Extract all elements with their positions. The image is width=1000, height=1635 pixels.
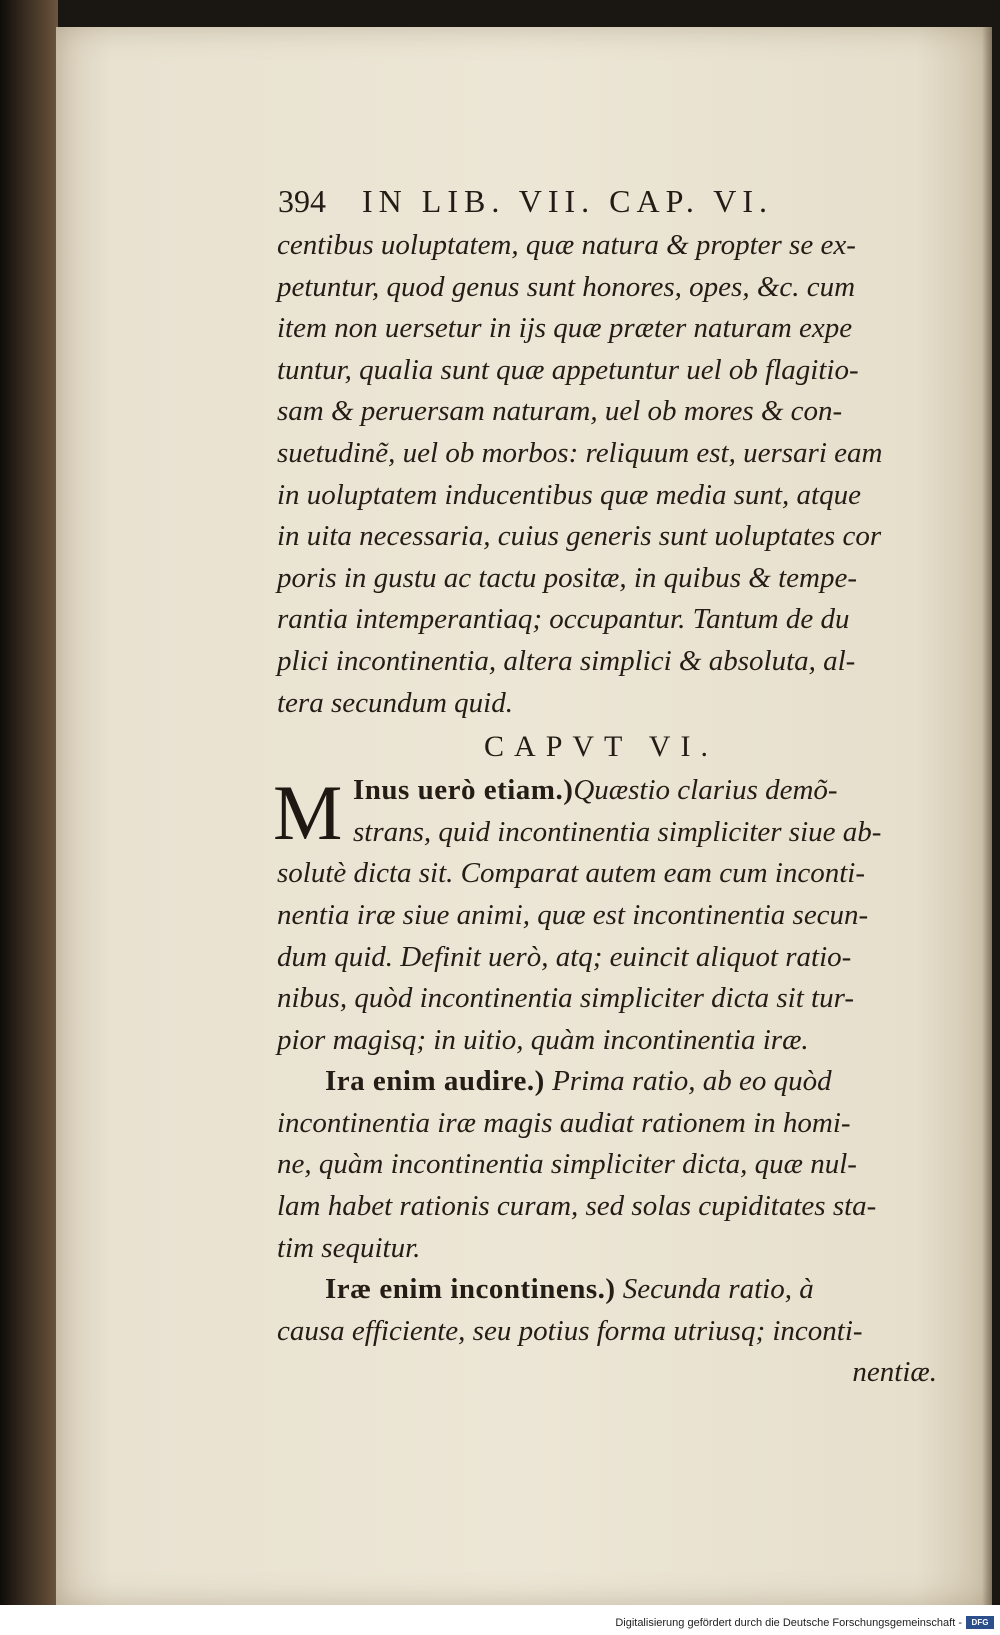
text-line: causa efficiente, seu potius forma utriusq; inconti-	[277, 1314, 863, 1347]
text-line	[353, 770, 945, 812]
text-line: petuntur, quod genus sunt honores, opes, &c. cum	[277, 270, 856, 303]
catchword: nentiæ.	[852, 1356, 937, 1389]
lemma: Iræ enim incontinens.)	[325, 1273, 616, 1306]
text-line	[277, 1269, 945, 1311]
text-line: poris in gustu ac tactu positæ, in quibus & tempe-	[277, 561, 857, 594]
text-line: centibus uoluptatem, quæ natura & propter se ex-	[277, 229, 856, 261]
footer-credit: Digitalisierung gefördert durch die Deutsche Forschungsgemeinschaft -	[615, 1617, 962, 1629]
text-line: lam habet rationis curam, sed solas cupiditates sta-	[277, 1190, 877, 1223]
running-header	[278, 183, 898, 220]
body-text	[273, 225, 945, 1394]
text-line: tim sequitur.	[277, 1231, 421, 1264]
commentary: Prima ratio, ab eo quòd	[552, 1065, 832, 1098]
lemma: Ira enim audire.)	[325, 1065, 545, 1098]
text-line: nibus, quòd incontinentia simpliciter dicta sit tur-	[277, 982, 854, 1015]
text-line: ne, quàm incontinentia simpliciter dicta, quæ nul-	[277, 1148, 857, 1181]
text-line: sam & peruersam naturam, uel ob mores & con-	[277, 395, 843, 428]
text-line: incontinentia iræ magis audiat rationem in homi-	[277, 1106, 851, 1139]
page-edge-shadow	[982, 27, 992, 1605]
text-line: solutè dicta sit. Comparat autem eam cum inconti-	[277, 857, 865, 890]
book-spine	[0, 0, 58, 1610]
text-line: rantia intemperantiaq; occupantur. Tantum de du	[277, 603, 850, 636]
commentary: Secunda ratio, à	[622, 1273, 814, 1306]
commentary: Quæstio clarius demõ-	[573, 774, 838, 807]
text-line: plici incontinentia, altera simplici & absoluta, al-	[277, 644, 856, 677]
text-line	[277, 1061, 945, 1103]
page-number: 394	[278, 183, 326, 219]
chapter-heading: CAPVT VI.	[484, 730, 718, 764]
text-line: tuntur, qualia sunt quæ appetuntur uel ob flagitio-	[277, 353, 859, 386]
section-caput-opening	[273, 769, 945, 857]
text-line: in uita necessaria, cuius generis sunt uoluptates cor	[277, 520, 882, 553]
text-line: tera secundum quid.	[277, 686, 513, 719]
text-line: strans, quid incontinentia simpliciter siue ab-	[353, 815, 882, 848]
lemma: Inus uerò etiam.)	[353, 774, 574, 807]
footer-bar	[0, 1605, 1000, 1635]
dfg-logo: DFG	[966, 1616, 994, 1629]
text-line: dum quid. Definit uerò, atq; euincit aliquot ratio-	[277, 940, 852, 973]
running-title: IN LIB. VII. CAP. VI.	[362, 183, 774, 219]
drop-capital: M	[273, 769, 343, 857]
text-line: item non uersetur in ijs quæ præter naturam expe	[277, 312, 853, 345]
text-line: nentia iræ siue animi, quæ est incontinentia secun-	[277, 898, 869, 931]
text-line: in uoluptatem inducentibus quæ media sunt, atque	[277, 478, 861, 511]
text-line: pior magisq; in uitio, quàm incontinentia iræ.	[277, 1023, 809, 1056]
text-line: suetudinẽ, uel ob morbos: reliquum est, uersari eam	[277, 436, 883, 469]
